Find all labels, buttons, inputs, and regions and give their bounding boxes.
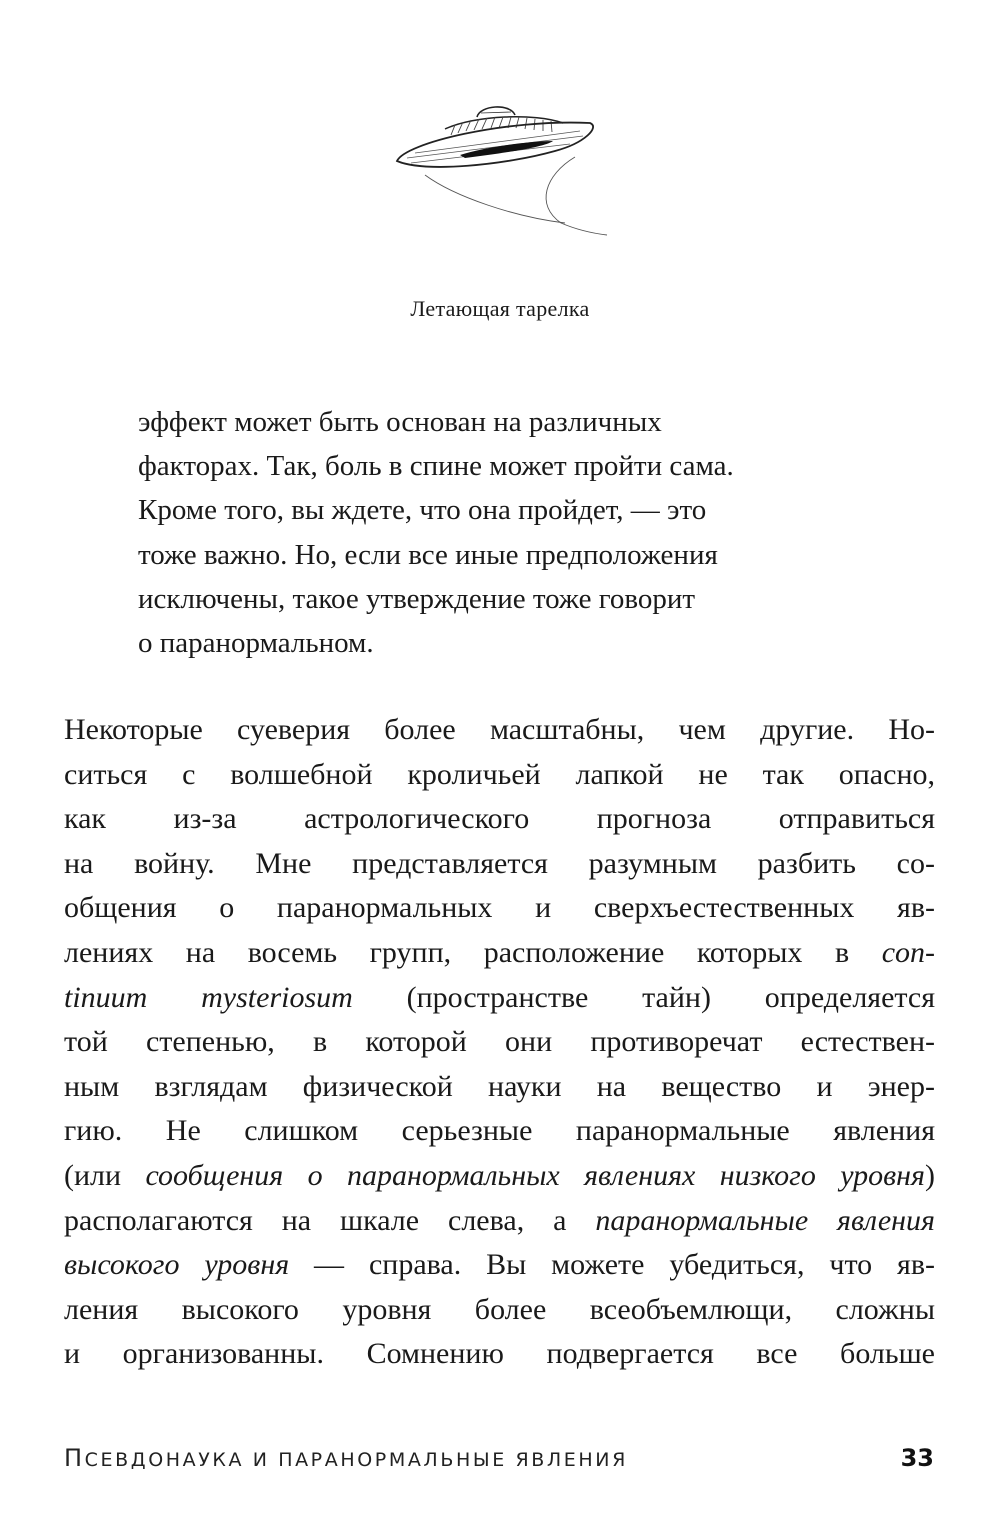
body-line xyxy=(64,1154,935,1199)
body-paragraph xyxy=(64,708,935,1377)
body-line xyxy=(64,1243,935,1288)
body-line: ления высокого уровня более всеобъемлющи, сложны xyxy=(64,1292,935,1326)
body-line: общения о паранормальных и сверхъестественных яв- xyxy=(64,891,935,925)
body-line: и организованны. Сомнению подвергается все больше xyxy=(64,1337,935,1371)
page-number: 33 xyxy=(900,1444,934,1472)
footer-title-initial: П xyxy=(64,1444,85,1472)
body-text: (пространстве тайн) определяется xyxy=(352,980,935,1014)
body-text: — справа. Вы можете убедиться, что яв- xyxy=(289,1248,935,1282)
body-line: на войну. Мне представляется разумным разбить со- xyxy=(64,846,935,880)
italic-term: tinuum mysteriosum xyxy=(64,980,353,1014)
italic-term: паранормальные явления xyxy=(595,1203,935,1237)
body-line xyxy=(64,931,935,976)
quote-line: Кроме того, вы ждете, что она пройдет, — это xyxy=(138,494,707,527)
quote-block xyxy=(138,400,858,665)
body-line: гию. Не слишком серьезные паранормальные явления xyxy=(64,1114,935,1148)
quote-line: факторах. Так, боль в спине может пройти сама. xyxy=(138,450,734,483)
body-text: (или xyxy=(64,1158,146,1192)
body-line: ным взглядам физической науки на вещество и энер- xyxy=(64,1069,935,1103)
quote-line: тоже важно. Но, если все иные предположения xyxy=(138,538,718,571)
quote-line: о паранормальном. xyxy=(138,627,374,660)
body-line: той степенью, в которой они противоречат естествен- xyxy=(64,1025,935,1059)
quote-line: исключены, такое утверждение тоже говорит xyxy=(138,582,696,615)
figure-caption: Летающая тарелка xyxy=(410,296,590,321)
body-line: как из-за астрологического прогноза отправиться xyxy=(64,802,935,836)
italic-term: высокого уровня xyxy=(64,1248,290,1282)
italic-term: сообщения о паранормальных явлениях низкого уровня xyxy=(145,1158,925,1192)
body-text: лениях на восемь групп, расположение которых в xyxy=(64,935,882,969)
italic-term: con- xyxy=(881,935,935,969)
flying-saucer-icon xyxy=(385,95,615,245)
body-line: Некоторые суеверия более масштабны, чем другие. Но- xyxy=(64,713,935,746)
body-line xyxy=(64,1199,935,1244)
body-line xyxy=(64,976,935,1021)
body-text: ) xyxy=(925,1158,935,1192)
body-line: ситься с волшебной кроличьей лапкой не так опасно, xyxy=(64,757,935,791)
footer-title-rest: СЕВДОНАУКА И ПАРАНОРМАЛЬНЫЕ ЯВЛЕНИЯ xyxy=(84,1449,628,1471)
running-footer-title xyxy=(64,1444,628,1472)
body-text: располагаются на шкале слева, а xyxy=(64,1203,596,1237)
quote-line: эффект может быть основан на различных xyxy=(138,406,662,438)
